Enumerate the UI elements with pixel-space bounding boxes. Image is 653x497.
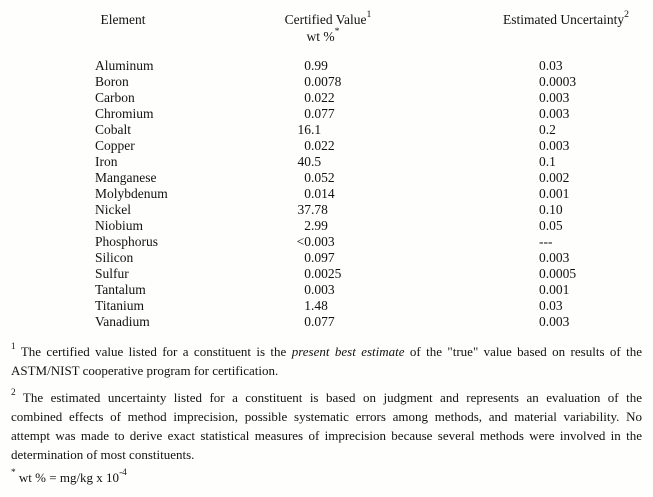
footnote-emphasis-text: present best estimate	[291, 344, 405, 359]
certified-value-integer: 0	[304, 90, 311, 105]
table-row	[0, 298, 653, 314]
footnote-2-reference: 2	[624, 9, 629, 21]
element-name: Chromium	[95, 106, 154, 121]
element-name: Sulfur	[95, 266, 129, 281]
certified-value-fraction: .022	[311, 90, 335, 105]
column-header-certified-value-label: Certified Value	[284, 12, 367, 27]
element-name: Niobium	[95, 218, 144, 233]
certified-value-fraction: .097	[311, 250, 335, 265]
table-row	[0, 234, 653, 250]
estimated-uncertainty-value: 0.001	[539, 282, 570, 297]
element-name: Iron	[95, 154, 118, 169]
footnote-text: combined effects of method imprecision, possible systematic errors among methods, and material variability. No	[11, 409, 642, 424]
footnote-line	[11, 426, 642, 445]
element-name: Aluminum	[95, 58, 154, 73]
element-name: Carbon	[95, 90, 135, 105]
element-name: Boron	[95, 74, 129, 89]
certified-value-integer: 0	[304, 106, 311, 121]
certified-value-integer: 0	[304, 314, 311, 329]
footnote-certified-value	[11, 342, 642, 380]
table-row	[0, 266, 653, 282]
footnote-1-reference: 1	[366, 9, 372, 21]
certified-value-integer: 37	[297, 202, 311, 217]
estimated-uncertainty-value: 0.003	[539, 106, 570, 121]
element-name: Vanadium	[95, 314, 150, 329]
certified-value-fraction: .052	[311, 170, 335, 185]
element-name: Nickel	[95, 202, 131, 217]
footnote-line	[11, 388, 642, 407]
element-name: Molybdenum	[95, 186, 168, 201]
unit-conversion-note	[11, 470, 127, 486]
table-row	[0, 170, 653, 186]
estimated-uncertainty-value: 0.0003	[539, 74, 577, 89]
column-header-estimated-uncertainty-label: Estimated Uncertainty	[503, 12, 625, 27]
column-header-element	[101, 12, 146, 28]
footnote-text: attempt was made to derive exact statistical measures of imprecision because several methods were involved in the	[11, 428, 642, 443]
table-row	[0, 218, 653, 234]
unit-note-text: wt % = mg/kg x 10	[18, 470, 120, 485]
certified-value-fraction: .99	[311, 218, 328, 233]
table-row	[0, 282, 653, 298]
certified-value-integer: 2	[304, 218, 311, 233]
estimated-uncertainty-value: 0.001	[539, 186, 570, 201]
certified-value-fraction: .99	[311, 58, 328, 73]
footnote-text: ASTM/NIST cooperative program for certification.	[11, 363, 279, 378]
certified-value-fraction: .5	[311, 154, 322, 169]
table-row	[0, 250, 653, 266]
estimated-uncertainty-value: 0.10	[539, 202, 563, 217]
element-name: Cobalt	[95, 122, 131, 137]
estimated-uncertainty-value: 0.03	[539, 298, 563, 313]
table-row	[0, 202, 653, 218]
estimated-uncertainty-value: 0.05	[539, 218, 563, 233]
certified-value-integer: 0	[304, 138, 311, 153]
table-row	[0, 58, 653, 74]
unit-note-reference: *	[334, 26, 340, 38]
certified-value-fraction: .014	[311, 186, 335, 201]
certified-value-fraction: .48	[311, 298, 328, 313]
table-row	[0, 106, 653, 122]
certified-value-integer: 0	[304, 186, 311, 201]
element-name: Manganese	[95, 170, 157, 185]
certified-value-fraction: .78	[311, 202, 328, 217]
table-row	[0, 186, 653, 202]
column-header-element-label: Element	[100, 12, 146, 27]
certified-value-fraction: .1	[311, 122, 322, 137]
footnote-line	[11, 445, 642, 464]
column-header-unit	[306, 26, 340, 45]
element-table	[0, 58, 653, 330]
element-name: Copper	[95, 138, 135, 153]
certified-value-fraction: .0078	[311, 74, 342, 89]
table-row	[0, 122, 653, 138]
estimated-uncertainty-value: 0.003	[539, 250, 570, 265]
footnote-text: The certified value listed for a constituent is the	[20, 344, 292, 359]
certified-value-fraction: .003	[311, 234, 335, 249]
footnote-line	[11, 342, 642, 361]
estimated-uncertainty-value: 0.003	[539, 138, 570, 153]
unit-note-exponent: -4	[119, 468, 127, 479]
estimated-uncertainty-value: ---	[539, 234, 553, 249]
estimated-uncertainty-value: 0.002	[539, 170, 570, 185]
element-name: Phosphorus	[95, 234, 159, 249]
table-row	[0, 314, 653, 330]
footnote-text: The estimated uncertainty listed for a constituent is based on judgment and represents an evaluation of the	[22, 390, 642, 405]
estimated-uncertainty-value: 0.003	[539, 90, 570, 105]
estimated-uncertainty-value: 0.03	[539, 58, 563, 73]
footnote-text: determination of most constituents.	[11, 447, 195, 462]
column-header-unit-label: wt %	[306, 29, 335, 44]
certified-value-fraction: .022	[311, 138, 335, 153]
table-row	[0, 90, 653, 106]
certified-value-integer: 0	[304, 170, 311, 185]
certified-value-integer: 0	[304, 58, 311, 73]
certified-value-fraction: .077	[311, 314, 335, 329]
footnote-line	[11, 361, 642, 380]
table-row	[0, 154, 653, 170]
column-header-certified-value	[284, 9, 372, 28]
table-row	[0, 74, 653, 90]
certified-value-fraction: .077	[311, 106, 335, 121]
certified-value-integer: 40	[297, 154, 311, 169]
unit-note-marker: *	[11, 468, 16, 479]
certified-value-integer: 16	[297, 122, 311, 137]
table-row	[0, 138, 653, 154]
footnote-marker: 2	[11, 388, 16, 399]
column-header-estimated-uncertainty	[503, 9, 629, 28]
certified-value-integer: 0	[304, 250, 311, 265]
estimated-uncertainty-value: 0.1	[539, 154, 556, 169]
element-name: Titanium	[95, 298, 145, 313]
certified-value-fraction: .003	[311, 282, 335, 297]
estimated-uncertainty-value: 0.0005	[539, 266, 577, 281]
certified-value-integer: 0	[304, 266, 311, 281]
footnote-text: of the "true" value based on results of the	[404, 344, 642, 359]
estimated-uncertainty-value: 0.2	[539, 122, 556, 137]
estimated-uncertainty-value: 0.003	[539, 314, 570, 329]
certified-value-integer: <0	[296, 234, 311, 249]
certified-value-integer: 1	[304, 298, 311, 313]
certified-value-fraction: .0025	[311, 266, 342, 281]
footnote-estimated-uncertainty	[11, 388, 642, 464]
footnote-marker: 1	[11, 342, 16, 353]
footnote-line	[11, 407, 642, 426]
certified-value-integer: 0	[304, 282, 311, 297]
certified-value-integer: 0	[304, 74, 311, 89]
element-name: Tantalum	[95, 282, 146, 297]
element-name: Silicon	[95, 250, 134, 265]
